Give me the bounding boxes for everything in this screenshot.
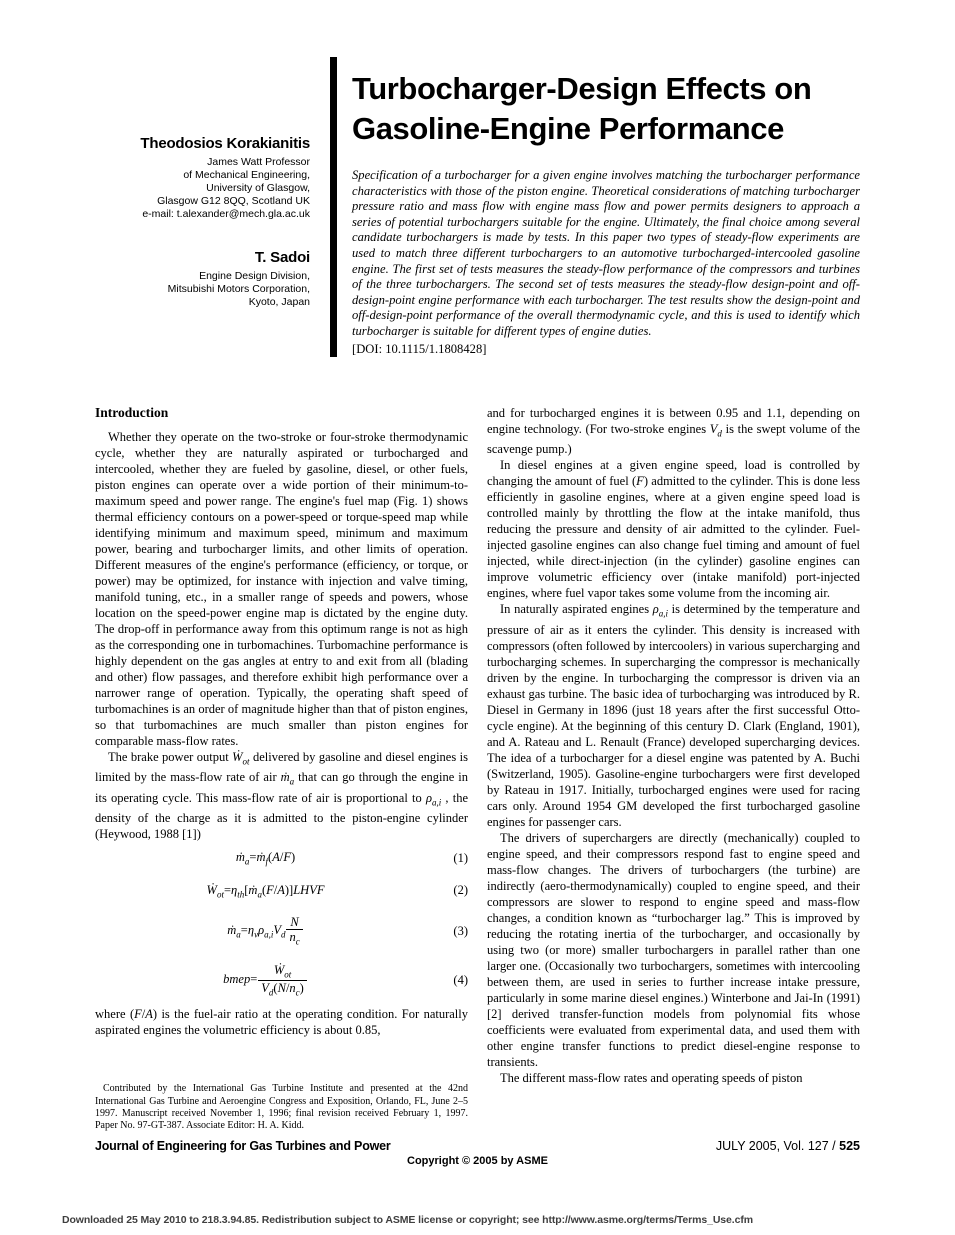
author-2-affiliation-line: Engine Design Division, <box>199 270 310 282</box>
paragraph: The different mass-flow rates and operating speeds of piston <box>500 1070 803 1085</box>
author-1-affiliation-line: James Watt Professor <box>207 156 310 168</box>
author-1-affiliation-line: of Mechanical Engineering, <box>183 169 310 181</box>
equation-3-number: (3) <box>453 923 468 938</box>
author-1-affiliation-line: University of Glasgow, <box>206 182 310 194</box>
issue-info <box>716 1139 860 1153</box>
paragraph: The brake power output Ẇ$_{ot}$ delivered by gasoline and diesel engines is limited by the mass-flow rate of air ṁ$_a$ that can go through the engine in its operating cycle. This mass-flow rate of air is proportional to $\rho_{a,i}$ , the density of the charge as it is admitted to the piston-engine cylinder (Heywood, 1988 [1]) <box>95 749 468 842</box>
equation-3 <box>95 915 468 947</box>
author-2-name: T. Sadoi <box>254 249 310 266</box>
author-1-email: e-mail: t.alexander@mech.gla.ac.uk <box>142 208 310 220</box>
title-divider-rule <box>330 57 337 357</box>
paragraph: In diesel engines at a given engine speed, load is controlled by changing the amount of fuel (F) admitted to the cylinder. This is done less efficiently in gasoline engines, where at a given engine speed load is controlled mainly by throttling the flow at the intake manifold, thus reducing the pressure and density of air admitted to the cylinder. Fuel-injected gasoline engines can also change fuel timing and amount of fuel injected, while direct-injection (in the cylinder) gasoline engines can improve volumetric efficiency over (intake manifold) port-injected engines, where fuel vapor takes some volume from the incoming air. <box>487 458 860 601</box>
author-2-affiliation-line: Mitsubishi Motors Corporation, <box>167 283 310 295</box>
paper-title-line-2: Gasoline-Engine Performance <box>352 111 784 146</box>
equation-1-expression: ṁ$_a$=ṁ$_f$(A/F) <box>235 850 296 867</box>
right-column <box>487 405 860 1133</box>
journal-title: Journal of Engineering for Gas Turbines and Power <box>95 1138 391 1153</box>
paper-header <box>62 57 860 357</box>
author-block <box>62 57 310 357</box>
paragraph: In naturally aspirated engines $\rho_{a,i}$ is determined by the temperature and pressure of air as it enters the cylinder. This density is increased with compressors (often followed by intercoolers) in various supercharging and turbocharging schemes. In supercharging the compressor is mechanically driven by the engine. In turbocharging the compressor is driven via an exhaust gas turbine. The basic idea of turbocharging was introduced by R. Diesel in Germany in 1896 (just 18 years after the first successful Otto-cycle engine). At the beginning of this century D. Clark (England, 1901), and A. Rateau and L. Renault (France) developed supercharging devices. The idea of a turbocharger for a diesel engine was patented by A. Buchi (Switzerland, 1905). Gasoline-engine turbochargers were first developed by Rateau in 1917. Initially, turbocharged engines were used for racing cars only. Around 1954 GM developed the first turbocharged gasoline engines for passenger cars. <box>487 602 860 829</box>
equation-4-number: (4) <box>453 973 468 988</box>
body-columns <box>95 405 860 1133</box>
equation-2-number: (2) <box>453 883 468 898</box>
title-abstract-column <box>337 57 860 357</box>
equation-3-expression: $ṁ_a=\eta_v\rho_{a,i}V_d$ $\frac{N}{n_c}$ <box>95 915 436 947</box>
paper-title <box>352 69 860 149</box>
first-page-footnote <box>95 1073 468 1132</box>
equation-2-expression: $Ẇ_{ot}=\eta_{th}[ṁ_a(F/A)]LHVF$ <box>206 882 325 900</box>
contributed-by-footnote: Contributed by the International Gas Turbine Institute and presented at the 42nd International Gas Turbine and Aeroengine Congress and Exposition, Orlando, FL, June 2–5 1997. Manuscript received November 1, 1996; final revision received February 1, 1997. Paper No. 97-GT-387. Associate Editor: H. A. Kidd. <box>95 1083 468 1132</box>
paragraph: The drivers of superchargers are directly (mechanically) coupled to engine speed, and their compressors respond fast to engine speed and mass-flow changes. The drivers of turbochargers (the turbine) are indirectly (aero-thermodynamically) coupled to engine speed, and their compressors are slower to respond to engine speed and mass-flow changes, a condition known as “turbocharger lag.” This is improved by reducing the rotating inertia of the turbocharger, and occasionally by using two (or more) smaller turbochargers in parallel rather than one larger one. (Occasionally two turbochargers, sometimes with intercooling between them, are used in series to further increase intake pressure, particularly in some marine diesel engines.) Winterbone and Jai-In (1991) [2] derived transfer-function models from polynomial fits whose coefficients were evaluated from experimental data, and used them with other engine transfer functions to predict diesel-engine response to transients. <box>487 830 860 1069</box>
download-notice: Downloaded 25 May 2010 to 218.3.94.85. Redistribution subject to ASME license or copyright; see http://www.asme.org/terms/Terms_Use.cfm <box>62 1214 753 1226</box>
author-2-affiliation-line: Kyoto, Japan <box>248 296 310 308</box>
author-1-affiliation-line: Glasgow G12 8QQ, Scotland UK <box>157 195 310 207</box>
equation-2 <box>95 883 468 900</box>
page-footer <box>95 1139 860 1153</box>
issue-date-volume: JULY 2005, Vol. 127 / <box>715 1138 836 1153</box>
author-1-name: Theodosios Korakianitis <box>140 135 310 152</box>
abstract-text: Specification of a turbocharger for a given engine involves matching the turbocharger performance characteristics with those of the piston engine. Theoretical considerations of matching turbocharger pressure ratio and mass flow with engine mass flow and power permits designers to approach a series of potential turbochargers suitable for the engine. Ultimately, the final choice among several candidate turbochargers is made by tests. In this paper two types of steady-flow experiments are used to match three different turbochargers to an automotive turbocharged-intercooled gasoline engine. The first set of tests measures the steady-flow performance of the compressors and turbines of the three turbochargers. The second set of tests measures the steady-flow design-point and off-design-point engine performance with each turbocharger. The test results show the design-point and off-design-point performance of the overall thermodynamic cycle, and this is used to identify which turbocharger is suitable for different types of engine duties. <box>352 168 860 338</box>
paragraph: where (F/A) is the fuel-air ratio at the operating condition. For naturally aspirated engines the volumetric efficiency is about 0.85, <box>95 1006 468 1037</box>
section-heading-introduction: Introduction <box>95 404 169 420</box>
paragraph: Whether they operate on the two-stroke or four-stroke thermodynamic cycle, whether they are naturally aspirated or turbocharged and intercooled, whether they are fueled by gasoline, diesel, or other fuels, piston engines can operate over a wide portion of their minimum-to-maximum speed and power range. The engine's fuel map (Fig. 1) shows thermal efficiency contours on a power-speed or torque-speed map while identifying minimum and maximum speed, minimum and maximum power, bearing and turbocharger limits, and other limits of operation. Different measures of the engine's performance (efficiency, or torque, or power) may be optimized, for instance with injection and valve timing, manifold tuning, etc., in a smaller range of speeds and powers, whose location on the speed-power engine map is dictated by the engine duty. The drop-off in performance away from this optimum range is not as high as the corresponding one in turbomachines. Turbomachine performance is highly dependent on the gas angles at entry to and exit from all (blading and other) flow passages, and therefore exhibit high performance over a narrower range of operation. Typically, the operating shaft speed of turbomachines is an order of magnitude higher than that of piston engines, so that turbomachines are much smaller than piston engines for comparable mass-flow rates. <box>95 429 468 748</box>
author-1 <box>62 135 310 221</box>
paragraph: and for turbocharged engines it is between 0.95 and 1.1, depending on engine technology. (For two-stroke engines $V_d$ is the swept volume of the scavenge pump.) <box>487 405 860 457</box>
author-2 <box>62 249 310 309</box>
doi: [DOI: 10.1115/1.1808428] <box>352 341 487 356</box>
left-column <box>95 405 468 1133</box>
copyright-line: Copyright © 2005 by ASME <box>407 1154 548 1167</box>
page-number: 525 <box>839 1138 860 1153</box>
equation-4 <box>95 963 468 998</box>
paper-title-line-1: Turbocharger-Design Effects on <box>352 71 812 106</box>
equation-1-number: (1) <box>453 850 468 865</box>
equation-1 <box>95 850 468 867</box>
equation-4-expression: bmep= $\frac{Ẇ_{ot}}{V_d(N/n_c)}$ <box>95 963 436 998</box>
